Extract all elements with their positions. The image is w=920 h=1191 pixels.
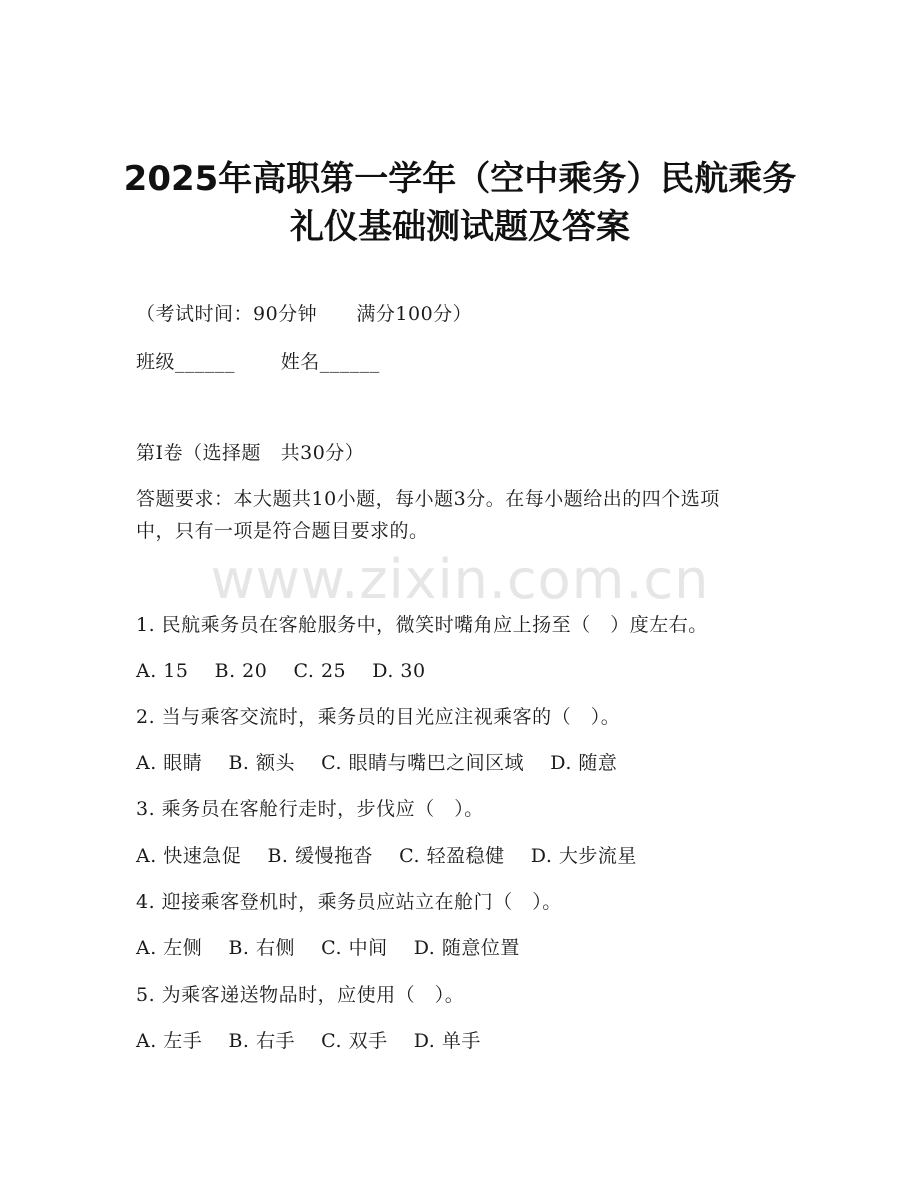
class-name-fields: 班级______ 姓名______ <box>136 351 380 373</box>
question-5-stem: 5. 为乘客递送物品时，应使用（ ）。 <box>136 984 465 1006</box>
question-4-options: A. 左侧 B. 右侧 C. 中间 D. 随意位置 <box>136 937 520 959</box>
question-3-options: A. 快速急促 B. 缓慢拖沓 C. 轻盈稳健 D. 大步流星 <box>136 845 637 867</box>
question-5-options: A. 左手 B. 右手 C. 双手 D. 单手 <box>136 1030 481 1052</box>
instruction-line-2: 中，只有一项是符合题目要求的。 <box>136 520 429 542</box>
question-2-stem: 2. 当与乘客交流时，乘务员的目光应注视乘客的（ ）。 <box>136 706 621 728</box>
page-title-line-2: 礼仪基础测试题及答案 <box>290 207 630 247</box>
question-1-options: A. 15 B. 20 C. 25 D. 30 <box>136 660 426 682</box>
question-3-stem: 3. 乘务员在客舱行走时，步伐应（ ）。 <box>136 798 484 820</box>
question-2-options: A. 眼睛 B. 额头 C. 眼睛与嘴巴之间区域 D. 随意 <box>136 752 618 774</box>
section-heading: 第I卷（选择题 共30分） <box>136 442 365 464</box>
instruction-line-1: 答题要求：本大题共10小题，每小题3分。在每小题给出的四个选项 <box>136 488 720 510</box>
exam-info: （考试时间：90分钟 满分100分） <box>136 303 473 325</box>
watermark: www.zixin.com.cn <box>210 548 710 611</box>
question-4-stem: 4. 迎接乘客登机时，乘务员应站立在舱门（ ）。 <box>136 891 562 913</box>
question-1-stem: 1. 民航乘务员在客舱服务中，微笑时嘴角应上扬至（ ）度左右。 <box>136 614 708 636</box>
page-title-line-1: 2025年高职第一学年（空中乘务）民航乘务 <box>123 159 797 199</box>
